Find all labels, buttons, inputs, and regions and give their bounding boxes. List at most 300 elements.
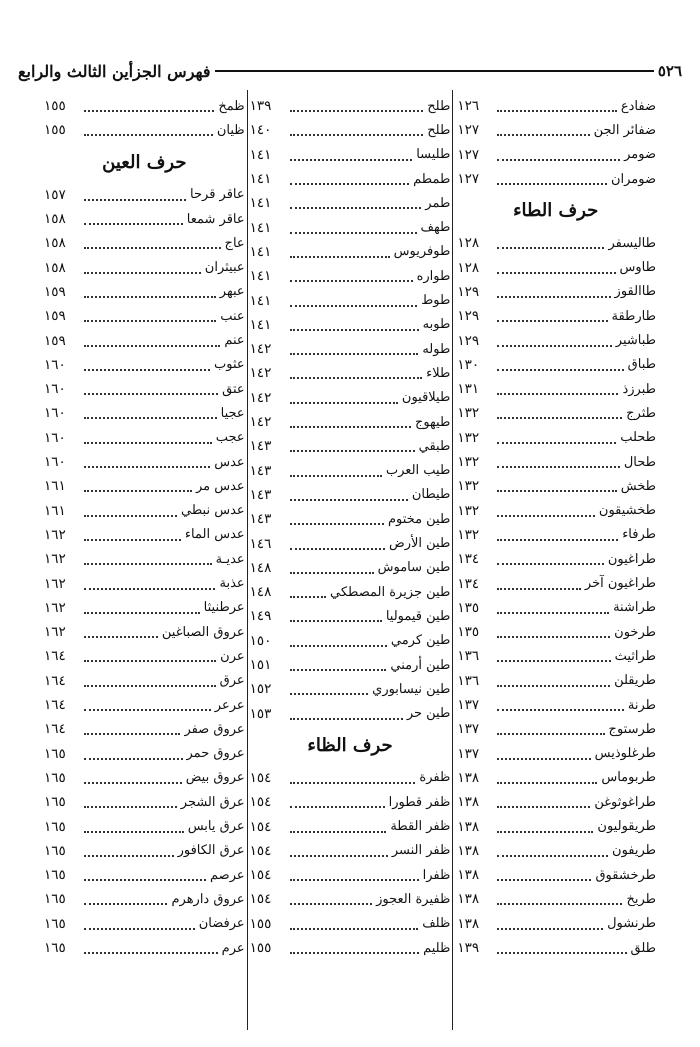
entry-term: عرق الكافور [177,843,245,859]
index-entry [42,94,247,118]
entry-term: عرق [219,673,245,689]
dot-leader [290,159,413,161]
entry-page-number: ١٥٨ [43,259,66,276]
index-entry [42,547,247,571]
index-entry [453,167,658,191]
entry-term: عروق دارهرم [171,891,245,907]
dot-leader [84,272,201,274]
index-entry [248,839,453,863]
entry-page-number: ١٤١ [249,268,272,285]
dot-leader [84,636,158,638]
entry-page-number: ١٤١ [249,243,272,260]
dot-leader [497,159,620,161]
entry-page-number: ١٥١ [249,657,272,674]
index-entry [42,596,247,620]
entry-page-number: ١٣٤ [457,551,480,568]
entry-term: طرنشول [607,916,656,932]
dot-leader [84,247,221,249]
index-entry [453,863,658,887]
dot-leader [497,903,622,905]
dot-leader [497,588,581,590]
dot-leader [290,718,403,720]
dot-leader [290,232,417,234]
index-entry [248,604,453,628]
entry-page-number: ١٦٠ [43,405,66,422]
dot-leader [84,758,183,760]
entry-page-number: ١٤٢ [249,414,272,431]
entry-term: عرن [220,648,245,664]
dot-leader [290,305,418,307]
entry-page-number: ١٣٧ [457,697,480,714]
entry-term: عدس [214,454,245,470]
dot-leader [84,417,217,419]
entry-page-number: ١٤٨ [249,559,272,576]
entry-page-number: ١٦١ [43,502,66,519]
dot-leader [497,879,591,881]
index-entry [453,377,658,401]
entry-page-number: ١٦٤ [43,721,66,738]
entry-page-number: ١٥٥ [249,940,272,957]
dot-leader [84,879,206,881]
index-entry [42,426,247,450]
dot-leader [290,548,385,550]
entry-page-number: ١٦٥ [43,867,66,884]
index-entry [453,523,658,547]
index-entry [42,693,247,717]
dot-leader [84,928,195,930]
dot-leader [290,475,382,477]
entry-term: عروق بيض [185,770,245,786]
entry-page-number: ١٦١ [43,478,66,495]
entry-term: طوله [422,341,451,357]
dot-leader [84,733,180,735]
entry-term: طرخون [614,624,656,640]
dot-leader [497,417,622,419]
index-entry [248,863,453,887]
entry-page-number: ١٤٢ [249,389,272,406]
entry-term: عتق [222,381,245,397]
index-entry [248,264,453,288]
dot-leader [84,660,216,662]
index-entry [248,483,453,507]
section-heading: حرف الطاء [513,200,599,222]
entry-term: طمر [425,195,451,211]
entry-page-number: ١٣٨ [457,915,480,932]
entry-term: طين جزيرة المصطكي [330,584,451,600]
dot-leader [497,539,618,541]
entry-term: طراغيون [607,551,656,567]
entry-term: طرستوج [608,721,656,737]
entry-term: طين حر [406,706,451,722]
entry-term: ظفرة [419,770,451,786]
entry-term: عنم [224,333,245,349]
index-entry [42,936,247,960]
dot-leader [497,952,626,954]
entry-page-number: ١٦٠ [43,454,66,471]
dot-leader [497,660,610,662]
entry-term: طوط [421,293,451,309]
entry-page-number: ١٣٢ [457,405,480,422]
dot-leader [84,490,192,492]
dot-leader [497,515,595,517]
index-entry [248,313,453,337]
dot-leader [290,329,419,331]
entry-page-number: ١٢٧ [457,122,480,139]
index-entry [453,304,658,328]
entry-page-number: ١٦٥ [43,891,66,908]
dot-leader [290,928,419,930]
entry-page-number: ١٤١ [249,316,272,333]
index-entry [42,280,247,304]
entry-term: عدس الماء [184,527,245,543]
index-entry [453,118,658,142]
dot-leader [84,563,212,565]
index-entry [453,328,658,352]
dot-leader [290,256,390,258]
index-entry [248,531,453,555]
entry-term: عدس نبطي [181,503,245,519]
entry-term: طباشير [615,333,656,349]
dot-leader [290,782,416,784]
entry-page-number: ١٢٨ [457,259,480,276]
dot-leader [290,879,419,881]
entry-term: ظفر النسر [391,843,451,859]
entry-page-number: ١٦٢ [43,526,66,543]
entry-page-number: ١٦٢ [43,599,66,616]
index-entry [42,839,247,863]
entry-term: طراغوثوغن [594,794,656,810]
dot-leader [84,855,174,857]
entry-page-number: ١٥٤ [249,794,272,811]
dot-leader [84,320,216,322]
entry-page-number: ١٤٦ [249,535,272,552]
entry-page-number: ١٤٣ [249,486,272,503]
entry-term: ظلف [422,916,451,932]
entry-page-number: ١٣٨ [457,769,480,786]
index-entry [248,118,453,142]
dot-leader [84,685,216,687]
entry-page-number: ١٢٦ [457,98,480,115]
dot-leader [84,588,216,590]
index-columns [42,90,658,1030]
entry-term: طثرج [626,405,656,421]
entry-term: طاوس [619,260,656,276]
dot-leader [290,952,419,954]
entry-term: طمطم [413,171,451,187]
section-heading: حرف العين [102,151,187,173]
entry-term: طحال [623,454,656,470]
dot-leader [290,207,422,209]
entry-term: طراشنة [613,600,656,616]
index-entry [248,677,453,701]
entry-term: طباق [627,357,656,373]
dot-leader [290,903,372,905]
dot-leader [497,806,590,808]
index-entry [453,814,658,838]
dot-leader [290,402,398,404]
index-entry [453,669,658,693]
entry-term: طلق [630,940,656,956]
entry-page-number: ١٥٣ [249,705,272,722]
entry-term: طرغلوذيس [594,746,656,762]
index-entry [42,304,247,328]
entry-term: عرعر [214,697,245,713]
entry-page-number: ١٣٧ [457,745,480,762]
dot-leader [84,903,167,905]
entry-page-number: ١٥٤ [249,842,272,859]
dot-leader [84,369,210,371]
index-entry [248,912,453,936]
entry-term: طبقي [418,438,451,454]
entry-term: عروق صفر [184,721,245,737]
entry-page-number: ١٣٨ [457,818,480,835]
entry-term: عديـة [215,551,245,567]
entry-page-number: ١٣٩ [457,940,480,957]
dot-leader [290,669,387,671]
entry-page-number: ١٣٥ [457,599,480,616]
index-entry [42,256,247,280]
index-entry [453,620,658,644]
index-entry [42,328,247,352]
index-entry [248,94,453,118]
entry-term: طريقوليون [597,819,656,835]
entry-page-number: ١٦٥ [43,940,66,957]
index-entry [248,386,453,410]
index-entry [42,742,247,766]
index-entry [453,401,658,425]
entry-term: عبهر [219,284,245,300]
entry-page-number: ١٣٦ [457,672,480,689]
entry-term: عذبة [219,576,245,592]
entry-page-number: ١٤٣ [249,438,272,455]
index-entry [248,459,453,483]
entry-page-number: ١٦٥ [43,745,66,762]
entry-page-number: ١٢٧ [457,146,480,163]
index-entry [248,361,453,385]
dot-leader [290,450,415,452]
dot-leader [84,134,213,136]
entry-term: عاقر قرحا [190,187,245,203]
entry-term: عرطنيثا [203,600,245,616]
dot-leader [84,110,214,112]
entry-page-number: ١٦٠ [43,356,66,373]
entry-term: طهف [420,220,451,236]
dot-leader [290,806,385,808]
entry-page-number: ١٦٥ [43,794,66,811]
entry-term: طلح [427,122,451,138]
index-entry [42,814,247,838]
entry-term: طريفون [612,843,656,859]
entry-term: ضفادع [620,98,656,114]
dot-leader [84,442,212,444]
index-entry [42,571,247,595]
dot-leader [290,110,424,112]
index-entry [248,240,453,264]
index-column-right [453,90,658,1030]
dot-leader [497,928,603,930]
dot-leader [290,499,408,501]
dot-leader [497,758,590,760]
entry-term: طرنة [627,697,656,713]
entry-page-number: ١٥٥ [249,915,272,932]
entry-page-number: ١٣٩ [249,98,272,115]
entry-term: طخشيقون [598,503,656,519]
dot-leader [497,247,604,249]
dot-leader [497,612,609,614]
dot-leader [84,393,218,395]
dot-leader [497,733,604,735]
entry-term: طلاء [426,365,451,381]
dot-leader [290,134,424,136]
index-entry [42,353,247,377]
index-entry [42,912,247,936]
index-entry [453,499,658,523]
dot-leader [497,636,610,638]
index-entry [42,863,247,887]
index-entry [42,207,247,231]
entry-term: طرخشقوق [595,867,656,883]
entry-term: ظمخ [218,98,245,114]
index-entry [453,766,658,790]
entry-term: طين قيموليا [385,608,451,624]
entry-term: طريخ [626,891,656,907]
index-entry [453,474,658,498]
entry-page-number: ١٢٧ [457,171,480,188]
index-entry [453,94,658,118]
entry-page-number: ١٤١ [249,146,272,163]
dot-leader [497,490,616,492]
dot-leader [497,393,618,395]
entry-page-number: ١٦٠ [43,429,66,446]
entry-term: طوفريوس [393,244,451,260]
index-entry [248,337,453,361]
index-entry [42,790,247,814]
index-entry [453,717,658,741]
entry-page-number: ١٢٩ [457,283,480,300]
index-entry [453,936,658,960]
index-entry [42,887,247,911]
entry-page-number: ١٤٨ [249,584,272,601]
index-entry [453,426,658,450]
dot-leader [497,320,607,322]
entry-term: طاليسفر [608,235,656,251]
dot-leader [290,377,422,379]
index-entry [248,216,453,240]
entry-page-number: ١٢٩ [457,308,480,325]
entry-term: ضومران [610,171,656,187]
index-entry [453,644,658,668]
entry-term: طيهوج [414,414,451,430]
entry-page-number: ١٦٥ [43,915,66,932]
entry-page-number: ١٥٨ [43,235,66,252]
dot-leader [497,442,616,444]
entry-term: عرفضان [198,916,245,932]
entry-page-number: ١٦٤ [43,648,66,665]
entry-term: عاقر شمعا [186,211,245,227]
entry-term: طيطان [411,487,451,503]
dot-leader [84,709,211,711]
page-header [18,58,682,84]
index-entry [453,790,658,814]
entry-term: عنب [220,308,245,324]
entry-term: ظفيرة العجوز [376,891,451,907]
entry-term: طراثيث [614,648,656,664]
entry-term: عاج [224,235,245,251]
entry-page-number: ١٢٨ [457,235,480,252]
index-entry [453,231,658,255]
entry-page-number: ١٤٢ [249,365,272,382]
index-entry [42,620,247,644]
entry-term: ضفائر الجن [593,122,656,138]
entry-term: طربوماس [601,770,656,786]
index-entry [42,766,247,790]
entry-page-number: ١٤٠ [249,122,272,139]
entry-page-number: ١٣٨ [457,842,480,859]
entry-page-number: ١٥٤ [249,818,272,835]
entry-page-number: ١٦٢ [43,575,66,592]
index-entry [248,887,453,911]
dot-leader [84,515,177,517]
index-entry [42,499,247,523]
header-rule [215,70,654,72]
index-entry [42,717,247,741]
dot-leader [290,620,382,622]
entry-page-number: ١٥٠ [249,632,272,649]
entry-page-number: ١٤٢ [249,341,272,358]
entry-term: طين أرمني [390,657,451,673]
index-entry [42,183,247,207]
entry-term: طراغيون آخر [584,576,656,592]
entry-page-number: ١٤١ [249,292,272,309]
index-entry [248,507,453,531]
entry-page-number: ١٥٩ [43,308,66,325]
entry-page-number: ١٥٤ [249,769,272,786]
index-entry [42,644,247,668]
entry-page-number: ١٦٠ [43,381,66,398]
dot-leader [497,110,617,112]
entry-term: عرم [221,940,245,956]
index-entry [248,191,453,215]
index-entry [42,377,247,401]
entry-page-number: ١٥٥ [43,98,66,115]
index-entry [453,887,658,911]
entry-page-number: ١٤١ [249,195,272,212]
entry-term: طين نيسابوري [372,681,451,697]
entry-term: طاالقوز [614,284,656,300]
dot-leader [497,183,607,185]
page-number: ٥٢٦ [657,62,682,80]
entry-page-number: ١٦٤ [43,697,66,714]
dot-leader [290,280,413,282]
running-title: فهرس الجزأين الثالث والرابع [18,61,211,81]
index-entry [248,556,453,580]
entry-term: عثوب [214,357,245,373]
dot-leader [84,199,186,201]
index-entry [453,280,658,304]
entry-page-number: ١٣٨ [457,891,480,908]
entry-page-number: ١٥٨ [43,211,66,228]
dot-leader [497,272,615,274]
entry-term: طرفاء [622,527,656,543]
entry-page-number: ١٦٥ [43,818,66,835]
entry-term: عجيا [220,405,245,421]
entry-page-number: ١٤٣ [249,462,272,479]
index-column-left [42,90,248,1030]
dot-leader [84,466,210,468]
entry-term: عبيثران [204,260,245,276]
entry-term: طين ساموش [377,560,451,576]
entry-page-number: ١٦٢ [43,551,66,568]
